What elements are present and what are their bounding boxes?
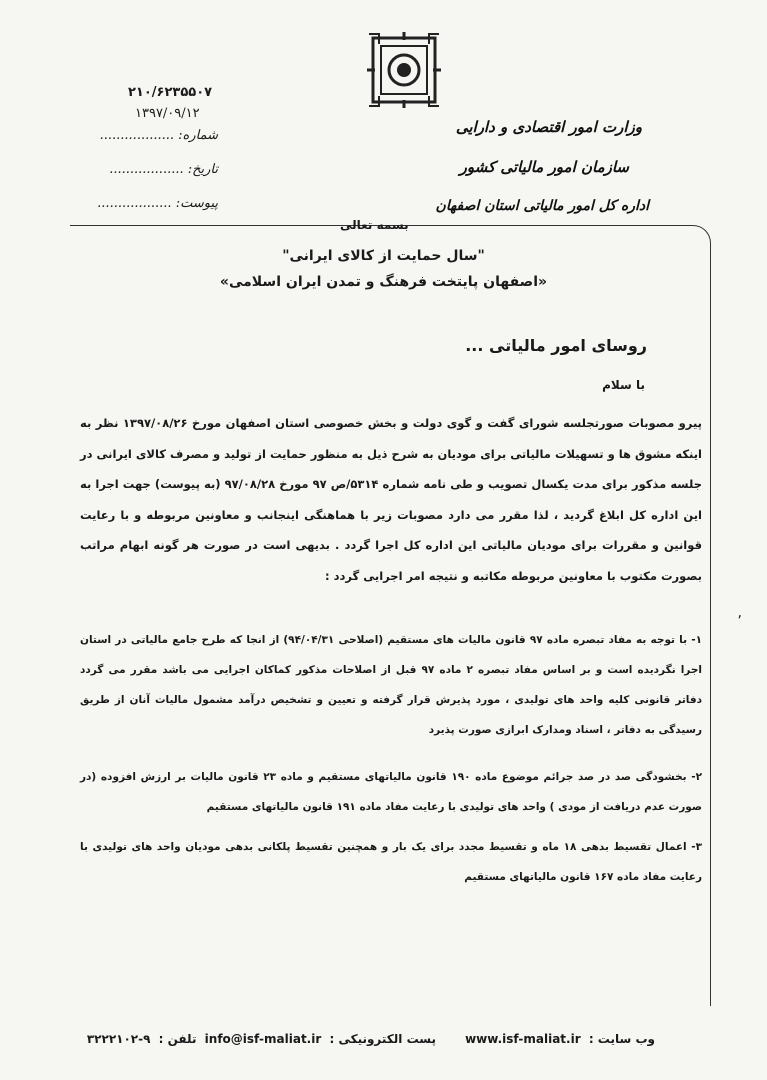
intro-paragraph: پیرو مصوبات صورتجلسه شورای گفت و گوی دولت و بخش خصوصی استان اصفهان مورخ ۱۳۹۷/۰۸/۲۶ نظر به اینکه مشوق ها و تسهیلات مالیاتی برای مودیان به شرح ذیل به منظور حمایت از تولید و مصرف کالای ایرانی در جلسه مذکور برای مدت یکسال تصویب و طی نامه شماره ۵۳۱۴/ص ۹۷ مورخ ۹۷/۰۸/۲۸ (به پیوست) جهت اجرا به این اداره کل ابلاغ گردید ، لذا مقرر می دارد مصوبات زیر با هماهنگی اینجانب و معاونین مربوطه و با رعایت قوانین و مقررات برای مودیان مالیاتی این اداره کل اجرا گردد . بدیهی است در صورت هر گونه ابهام مراتب بصورت مکتوب با معاونین مربوطه مکاتبه و نتیجه امر اجرایی گردد : xyxy=(80,416,702,583)
list-item xyxy=(80,625,702,745)
number-field xyxy=(88,128,218,143)
website-link: www.isf-maliat.ir xyxy=(465,1032,581,1046)
year-slogan: "سال حمایت از کالای ایرانی" xyxy=(282,248,485,264)
greeting: با سلام xyxy=(602,378,645,392)
website-label: وب سایت : xyxy=(588,1032,655,1046)
reference-number: ۲۱۰/۶۲۳۵۵۰۷ xyxy=(128,85,213,100)
list-item xyxy=(80,762,702,822)
item-text: بخشودگی صد در صد جرائم موضوع ماده ۱۹۰ قانون مالیاتهای مستقیم و ماده ۲۳ قانون مالیات بر ارزش افزوده (در صورت عدم دریافت از مودی ) واحد های تولیدی با رعایت مفاد ماده ۱۹۱ قانون مالیاتهای مستقیم xyxy=(80,771,702,813)
date-label: تاریخ: xyxy=(187,162,218,177)
number-label: شماره: xyxy=(178,128,218,143)
number-dots: .................. xyxy=(99,128,175,143)
list-item xyxy=(80,832,702,892)
attachment-label: پیوست: xyxy=(175,196,218,211)
addressee: روسای امور مالیاتی ... xyxy=(465,336,647,355)
item-number: ۳- xyxy=(691,841,703,853)
letter-footer xyxy=(86,1032,655,1046)
directorate-name: اداره کل امور مالیاتی استان اصفهان xyxy=(435,198,649,214)
emblem-icon xyxy=(365,30,443,110)
letter-body xyxy=(80,408,702,591)
email-address: info@isf-maliat.ir xyxy=(204,1032,322,1046)
organization-name: سازمان امور مالیاتی کشور xyxy=(459,158,629,176)
date-field xyxy=(88,162,218,177)
item-number: ۱- xyxy=(691,634,702,646)
margin-mark: , xyxy=(737,605,742,621)
item-text: اعمال تقسیط بدهی ۱۸ ماه و تقسیط مجدد برای یک بار و همچنین تقسیط پلکانی بدهی مودیان واحد های تولیدی با رعایت مفاد ماده ۱۶۷ قانون مالیاتهای مستقیم xyxy=(80,841,702,883)
city-slogan: «اصفهان پایتخت فرهنگ و تمدن ایران اسلامی» xyxy=(219,274,548,290)
attachment-dots: .................. xyxy=(97,196,172,211)
item-number: ۲- xyxy=(691,771,703,783)
attachment-field xyxy=(88,196,218,211)
phone-label: تلفن : xyxy=(158,1032,197,1046)
bismillah: بسمه تعالی xyxy=(340,218,409,232)
letter-date: ۱۳۹۷/۰۹/۱۲ xyxy=(135,106,200,121)
ministry-name: وزارت امور اقتصادی و دارایی xyxy=(455,118,642,136)
phone-number: ۹-۳۲۲۲۱۰۲ xyxy=(86,1032,151,1046)
email-label: پست الکترونیکی : xyxy=(329,1032,436,1046)
item-text: با توجه به مفاد تبصره ماده ۹۷ قانون مالیات های مستقیم (اصلاحی ۹۴/۰۴/۳۱) از انجا که طرح جامع مالیاتی در استان اجرا نگردیده است و بر اساس مفاد تبصره ۲ ماده ۹۷ قبل از اصلاحات مذکور کماکان اجرایی می باشد مقرر می گردد دفاتر قانونی کلیه واحد های تولیدی ، مورد پذیرش قرار گرفته و تعیین و تشخیص درآمد مشمول مالیات آنان از طریق رسیدگی به دفاتر ، اسناد ومدارک ابرازی صورت پذیرد xyxy=(80,634,702,736)
date-dots: .................. xyxy=(109,162,184,177)
